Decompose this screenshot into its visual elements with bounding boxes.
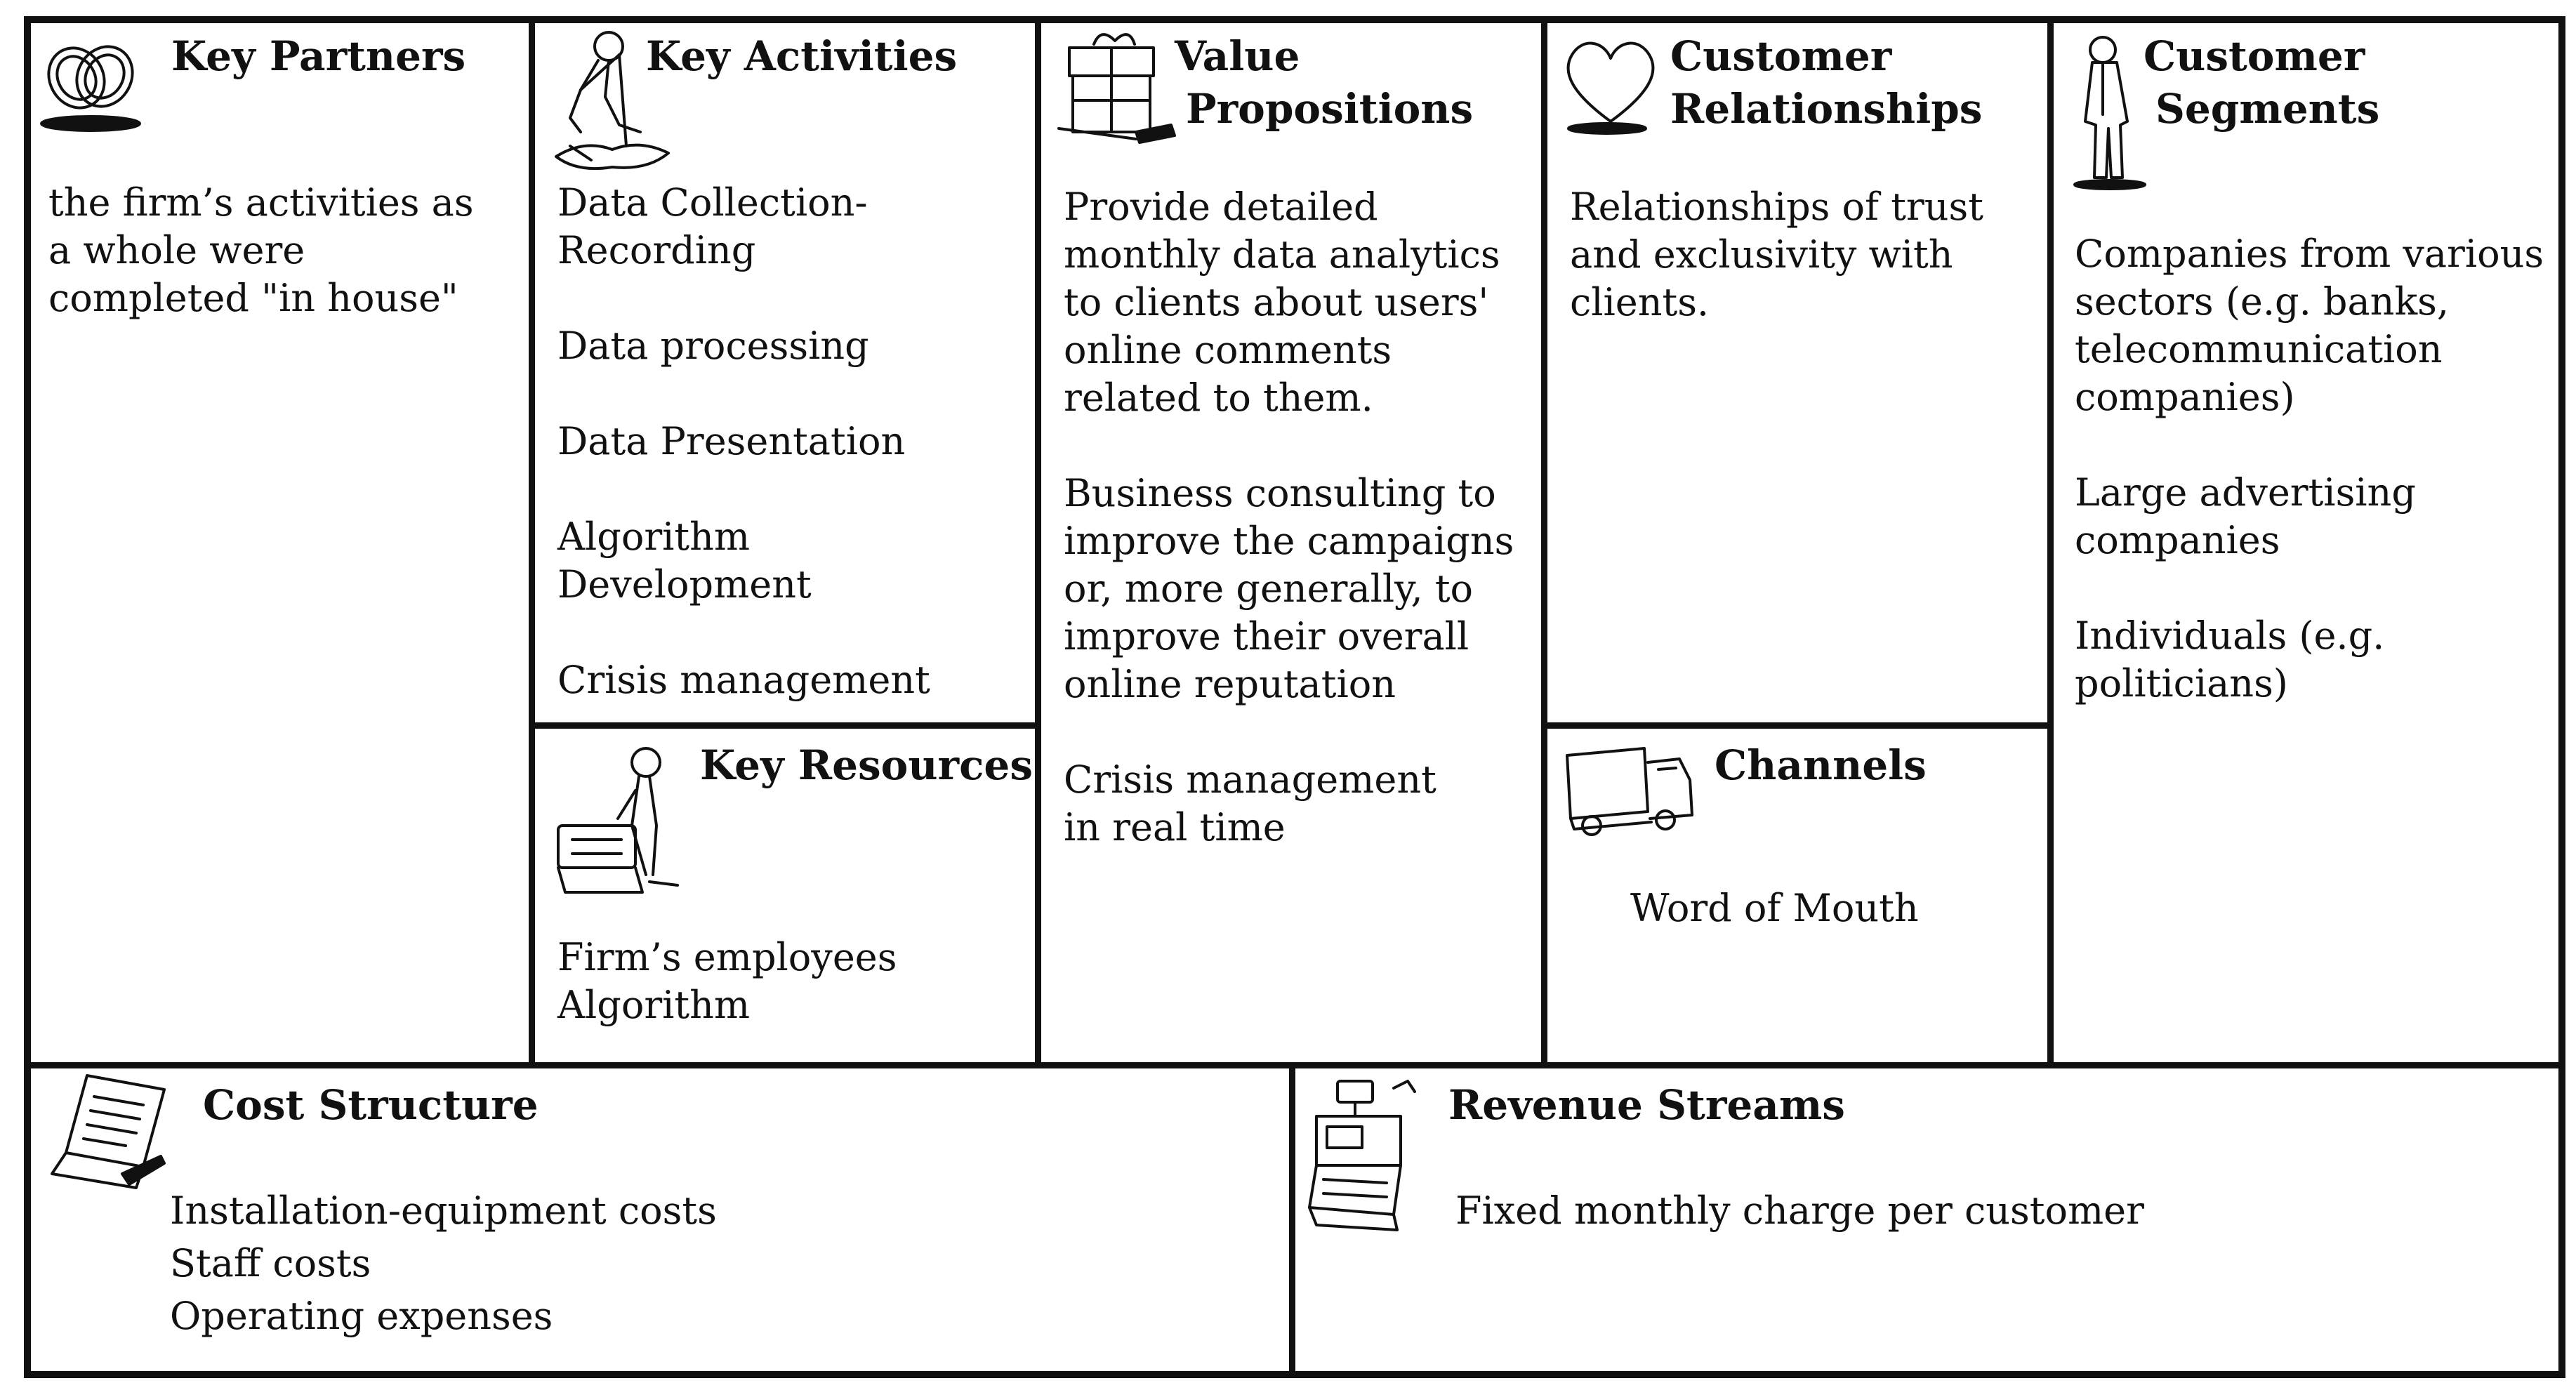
title-line: Customer [1670, 32, 1892, 80]
list-item: Relationships of trust and exclusivity with clients. [1570, 185, 1983, 324]
value-propositions-title [1175, 30, 1300, 83]
divider [1541, 16, 1547, 1067]
list-item: Algorithm Development [557, 515, 812, 607]
heart-icon [1558, 30, 1663, 138]
revenue-streams-block [1295, 1068, 2558, 1371]
key-activities-list [557, 179, 1014, 704]
key-resources-title: Key Resources [700, 741, 1033, 789]
divider [529, 722, 1041, 729]
title-line: Value [1175, 32, 1300, 80]
title-line: Propositions [1186, 85, 1474, 133]
list-item: Data Collection-Recording [557, 180, 868, 272]
customer-relationships-title [1670, 83, 1982, 135]
divider [1035, 16, 1041, 1067]
customer-relationships-text [1570, 183, 2037, 326]
list-item: Word of Mouth [1630, 886, 1919, 930]
title-line: Relationships [1670, 85, 1983, 133]
value-propositions-list [1064, 183, 1531, 852]
cash-register-icon [1302, 1074, 1422, 1238]
list-item: Individuals (e.g. politicians) [2075, 614, 2385, 706]
title-line: Segments [2155, 85, 2380, 133]
list-item: Fixed monthly charge per customer [1455, 1189, 2144, 1233]
list-item: Data processing [557, 324, 869, 368]
customer-segments-list [2075, 230, 2545, 708]
divider [2047, 16, 2054, 1067]
customer-segments-title [2155, 83, 2379, 135]
cost-structure-title: Cost Structure [203, 1081, 539, 1129]
customer-segments-title [2144, 30, 2365, 83]
value-propositions-title [1186, 83, 1473, 135]
divider [1289, 1062, 1295, 1378]
channels-block [1547, 729, 2047, 1062]
key-partners-block [31, 23, 529, 1062]
key-partners-text [48, 179, 498, 322]
list-item: Large advertising companies [2075, 470, 2416, 562]
list-item: Algorithm [557, 983, 751, 1027]
list-item: Firm’s employees [557, 935, 897, 979]
list-item: Data Presentation [557, 419, 906, 463]
list-item: Business consulting to improve the campaigns or, more generally, to improve their overall online reputation [1064, 471, 1514, 706]
title-line: Customer [2144, 32, 2365, 80]
list-item: the firm’s activities as a whole were completed "in house" [48, 180, 474, 320]
interlocked-rings-icon [34, 29, 154, 137]
key-resources-list [557, 934, 1014, 1029]
receipt-document-icon [38, 1068, 171, 1198]
list-item: Installation-equipment costs [170, 1189, 717, 1233]
divider [529, 16, 535, 1067]
list-item: Staff costs [170, 1241, 371, 1285]
revenue-streams-list [1455, 1184, 2509, 1237]
key-partners-title: Key Partners [171, 32, 466, 80]
list-item: Companies from various sectors (e.g. banks, telecommunication companies) [2075, 232, 2544, 419]
list-item: Crisis management in real time [1064, 757, 1436, 849]
list-item: Provide detailed monthly data analytics to clients about users' online comments related to them. [1064, 185, 1500, 420]
channels-title: Channels [1715, 741, 1927, 789]
list-item: Crisis management [557, 658, 930, 702]
person-with-machine-icon [548, 741, 688, 913]
gift-box-icon [1052, 27, 1178, 149]
list-item: Operating expenses [170, 1294, 553, 1338]
revenue-streams-title: Revenue Streams [1448, 1081, 1845, 1129]
cost-structure-block [31, 1068, 1289, 1371]
cost-structure-list [170, 1184, 1223, 1342]
customer-segments-block [2054, 23, 2558, 1062]
delivery-truck-icon [1560, 741, 1700, 849]
key-activities-title: Key Activities [646, 32, 958, 80]
standing-person-icon [2068, 30, 2145, 194]
value-propositions-block [1041, 23, 1541, 1062]
divider [1541, 722, 2054, 729]
customer-relationships-title [1670, 30, 1891, 83]
key-resources-block [535, 729, 1035, 1062]
customer-relationships-block [1547, 23, 2047, 722]
channels-list [1630, 885, 2037, 932]
key-activities-block [535, 23, 1035, 722]
